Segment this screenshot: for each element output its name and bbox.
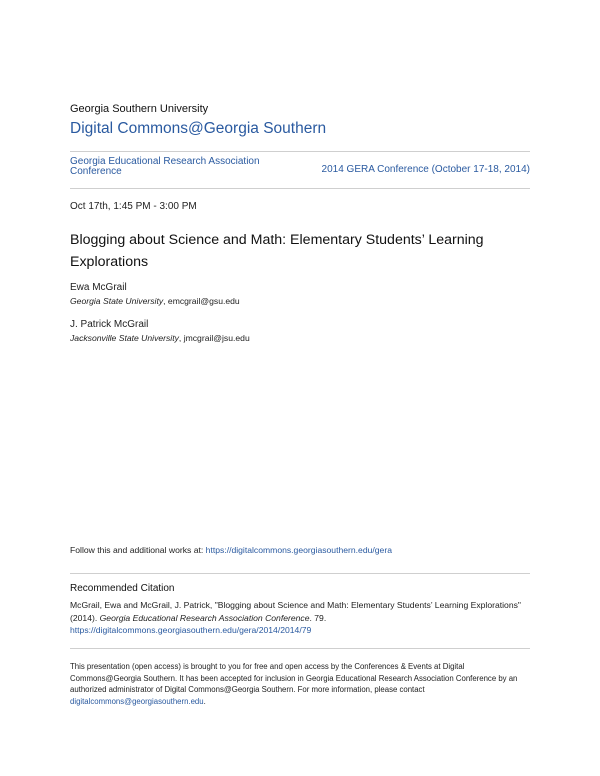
author-name: Ewa McGrail (70, 282, 127, 293)
citation-journal: Georgia Educational Research Association Conference (99, 612, 310, 623)
citation-heading: Recommended Citation (70, 583, 175, 594)
citation-body: McGrail, Ewa and McGrail, J. Patrick, "Blogging about Science and Math: Elementary Students’ Learning Explorations" (2014). (70, 600, 521, 623)
access-statement-end: . (203, 696, 206, 706)
conference-link[interactable]: 2014 GERA Conference (October 17-18, 2014) (321, 164, 530, 175)
access-statement-text: This presentation (open access) is brought to you for free and open access by the Conferences & Events at Digital Commons@Georgia Southern. It has been accepted for inclusion in Georgia Educational Research Association Conference by an authorized administrator of Digital Commons@Georgia Southern. For more information, please contact (70, 662, 518, 694)
author-affiliation (70, 333, 250, 343)
divider (70, 648, 530, 649)
access-statement (70, 661, 530, 707)
divider (70, 188, 530, 189)
citation-suffix: . 79. (309, 612, 327, 623)
author-institution: Jacksonville State University (70, 333, 179, 343)
follow-url-link[interactable]: https://digitalcommons.georgiasouthern.edu/gera (205, 545, 392, 555)
event-date-time: Oct 17th, 1:45 PM - 3:00 PM (70, 201, 197, 212)
follow-text: Follow this and additional works at: (70, 545, 206, 555)
document-title: Blogging about Science and Math: Elementary Students’ Learning Explorations (70, 232, 484, 270)
divider (70, 573, 530, 574)
citation-text (70, 599, 530, 637)
author-institution: Georgia State University (70, 296, 164, 306)
author-email[interactable]: jmcgrail@jsu.edu (183, 333, 250, 343)
citation-url-link[interactable]: https://digitalcommons.georgiasouthern.edu/gera/2014/2014/79 (70, 625, 312, 635)
separator: , (178, 333, 184, 343)
author-email[interactable]: emcgrail@gsu.edu (167, 296, 240, 306)
collection-link[interactable]: Georgia Educational Research Association Conference (70, 156, 260, 177)
author-affiliation (70, 296, 240, 306)
divider (70, 151, 530, 152)
contact-email-link[interactable]: digitalcommons@georgiasouthern.edu (70, 696, 204, 706)
follow-line (70, 545, 392, 555)
institution-name: Georgia Southern University (70, 103, 209, 115)
separator: , (163, 296, 168, 306)
repository-link[interactable]: Digital Commons@Georgia Southern (70, 120, 327, 137)
author-name: J. Patrick McGrail (70, 319, 149, 330)
